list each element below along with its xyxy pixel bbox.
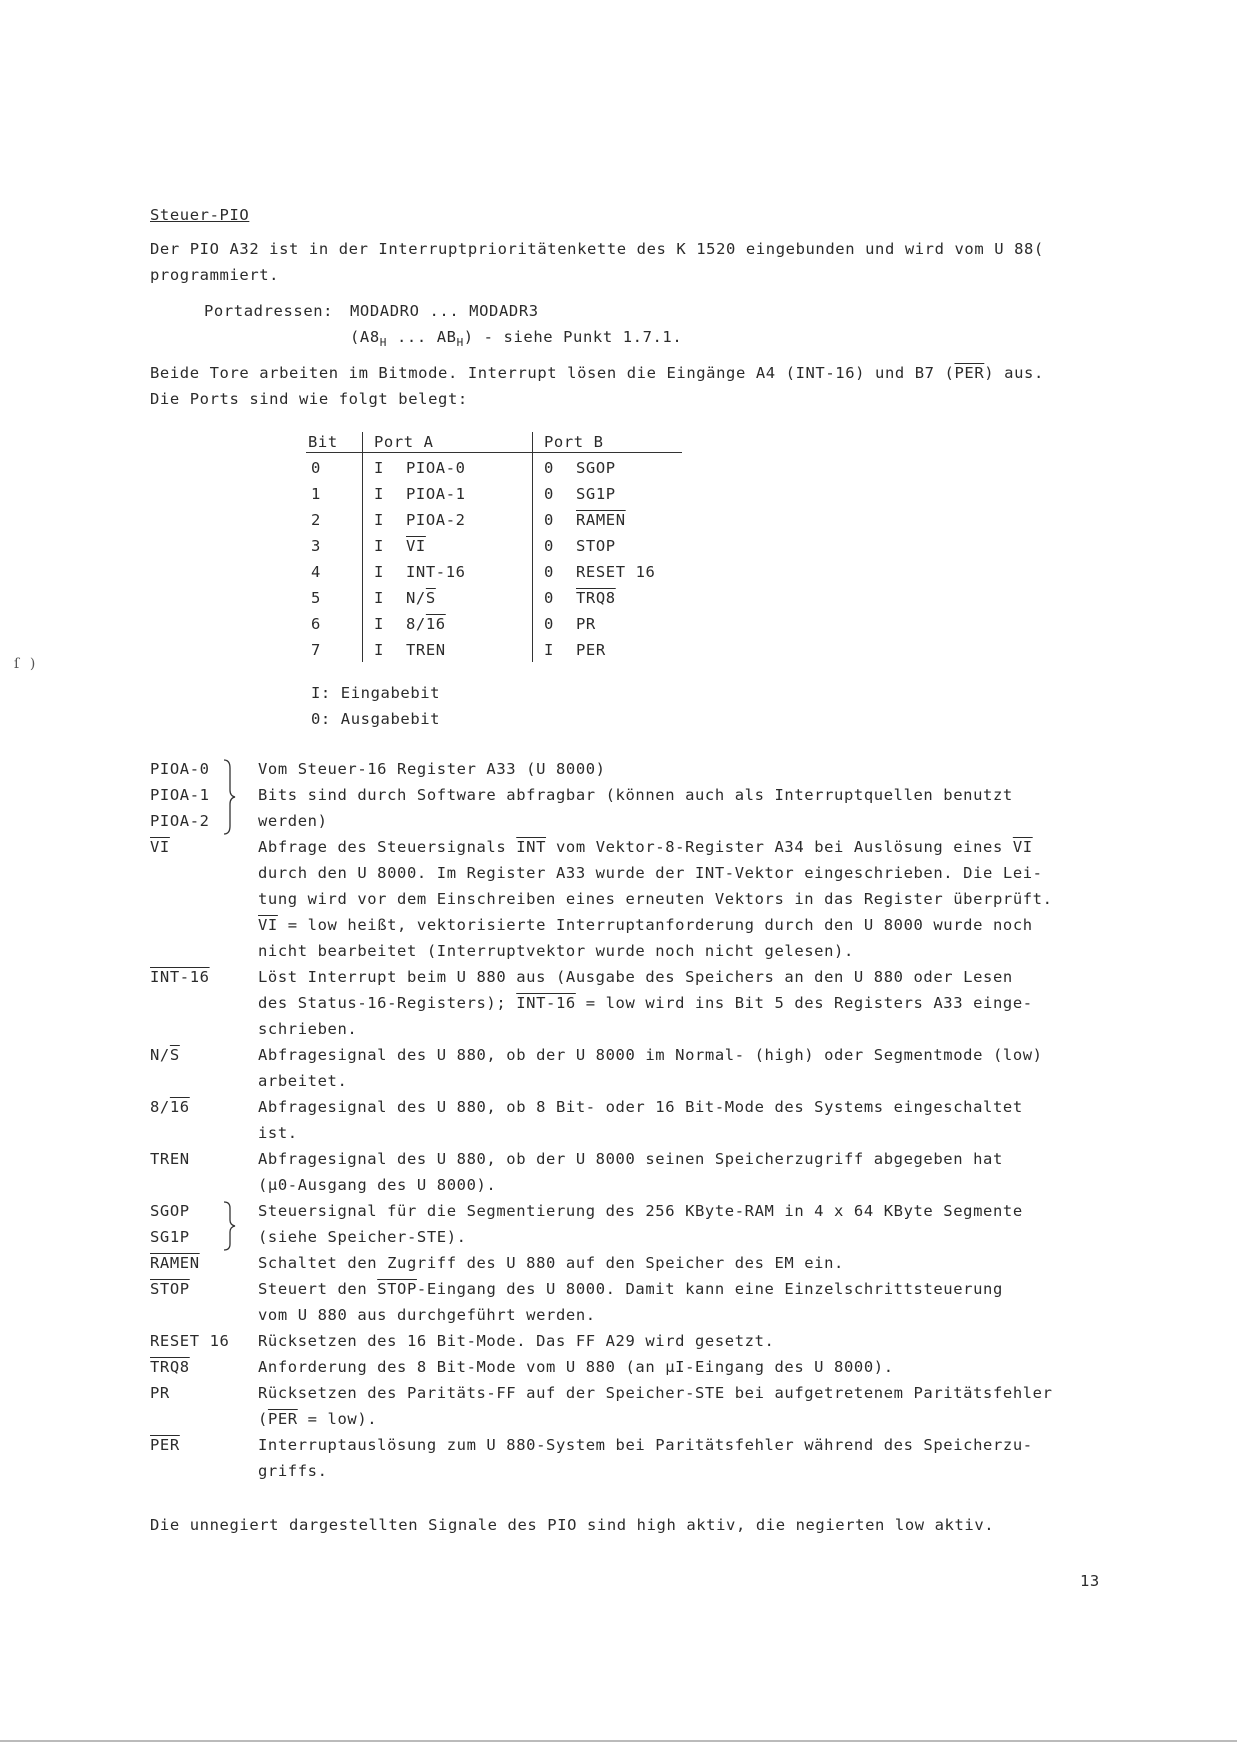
section-heading: Steuer-PIO (150, 206, 250, 224)
table-cell-a-dir: I (374, 641, 384, 659)
table-divider-b (532, 432, 533, 662)
desc-816-1: Abfragesignal des U 880, ob 8 Bit- oder 16 Bit-Mode des Systems eingeschaltet (258, 1098, 1023, 1116)
brace-sg (222, 1200, 236, 1252)
signal-reset-16: RESET 16 (150, 1332, 230, 1350)
table-cell-bit: 3 (311, 537, 321, 555)
signal-trq8: TRQ8 (150, 1358, 190, 1376)
table-cell-a-name: PIOA-2 (406, 511, 466, 529)
signal-tren: TREN (150, 1150, 190, 1168)
table-header-port-b: Port B (544, 433, 604, 451)
table-cell-a-name: TREN (406, 641, 446, 659)
footer-note: Die unnegiert dargestellten Signale des PIO sind high aktiv, die negierten low aktiv. (150, 1516, 995, 1534)
signal-pioa-0: PIOA-0 (150, 760, 210, 778)
desc-pr-2: $(\overline{PER} = low)$. (258, 1410, 378, 1428)
desc-int16-1: Löst Interrupt beim U 880 aus (Ausgabe des Speichers an den U 880 oder Lesen (258, 968, 1013, 986)
table-cell-a-dir: I (374, 589, 384, 607)
signal-per: $\overline{PER}$ (150, 1436, 180, 1454)
table-cell-a-name: PIOA-1 (406, 485, 466, 503)
table-cell-a-dir: I (374, 563, 384, 581)
signal-n-s: $N/\overline{S}$ (150, 1046, 180, 1064)
table-cell-b-dir: I (544, 641, 554, 659)
desc-vi-5: nicht bearbeitet (Interruptvektor wurde noch nicht gelesen). (258, 942, 854, 960)
desc-pioa-3: werden) (258, 812, 328, 830)
table-cell-a-dir: I (374, 459, 384, 477)
signal-stop: STOP (150, 1280, 190, 1298)
desc-tren-2: (µ0-Ausgang des U 8000). (258, 1176, 497, 1194)
legend-input: I: Eingabebit (311, 684, 441, 702)
table-cell-a-name: $\overline{VI}$ (406, 537, 426, 555)
port-address-label: Portadressen: (204, 302, 334, 320)
desc-tren-1: Abfragesignal des U 880, ob der U 8000 seinen Speicherzugriff abgegeben hat (258, 1150, 1003, 1168)
table-cell-b-dir: 0 (544, 459, 554, 477)
table-header-bit: Bit (308, 433, 338, 451)
table-cell-bit: 2 (311, 511, 321, 529)
desc-pioa-2: Bits sind durch Software abfragbar (können auch als Interruptquellen benutzt (258, 786, 1013, 804)
table-cell-b-name: PER (576, 641, 606, 659)
desc-ns-1: Abfragesignal des U 880, ob der U 8000 im Normal- (high) oder Segmentmode (low) (258, 1046, 1043, 1064)
bitmode-line-2: Die Ports sind wie folgt belegt: (150, 390, 468, 408)
table-cell-bit: 6 (311, 615, 321, 633)
signal-8-16: 8/16 (150, 1098, 190, 1116)
scan-edge-divider (0, 1740, 1237, 1742)
page-number: 13 (1080, 1572, 1100, 1590)
desc-vi-4: $\overline{VI}$ = low heißt, vektorisierte Interruptanforderung durch den U 8000 wurde noch (258, 916, 1033, 934)
signal-sgop: SGOP (150, 1202, 190, 1220)
table-cell-bit: 4 (311, 563, 321, 581)
table-cell-b-dir: 0 (544, 511, 554, 529)
signal-vi: $\overline{VI}$ (150, 838, 170, 856)
table-cell-a-name: PIOA-0 (406, 459, 466, 477)
table-cell-a-dir: I (374, 537, 384, 555)
table-cell-bit: 7 (311, 641, 321, 659)
desc-reset16: Rücksetzen des 16 Bit-Mode. Das FF A29 wird gesetzt. (258, 1332, 775, 1350)
signal-pr: PR (150, 1384, 170, 1402)
desc-816-2: ist. (258, 1124, 298, 1142)
signal-pioa-2: PIOA-2 (150, 812, 210, 830)
table-cell-b-name: RESET 16 (576, 563, 656, 581)
desc-vi-2: durch den U 8000. Im Register A33 wurde der INT-Vektor eingeschrieben. Die Lei- (258, 864, 1043, 882)
margin-mark-icon: ſ ) (14, 656, 36, 672)
table-cell-b-dir: 0 (544, 589, 554, 607)
desc-per-2: griffs. (258, 1462, 328, 1480)
desc-stop-2: vom U 880 aus durchgeführt werden. (258, 1306, 596, 1324)
legend-output: 0: Ausgabebit (311, 710, 441, 728)
desc-ns-2: arbeitet. (258, 1072, 348, 1090)
signal-int-16: INT-16 (150, 968, 210, 986)
desc-trq8: Anforderung des 8 Bit-Mode vom U 880 (an µI-Eingang des U 8000). (258, 1358, 894, 1376)
table-cell-a-dir: I (374, 615, 384, 633)
desc-per-1: Interruptauslösung zum U 880-System bei Paritätsfehler während des Speicherzu- (258, 1436, 1033, 1454)
desc-pioa-1: Vom Steuer-16 Register A33 (U 8000) (258, 760, 606, 778)
desc-pr-1: Rücksetzen des Paritäts-FF auf der Speicher-STE bei aufgetretenem Paritätsfehler (258, 1384, 1053, 1402)
table-cell-b-dir: 0 (544, 563, 554, 581)
table-header-port-a: Port A (374, 433, 434, 451)
intro-line-1: Der PIO A32 ist in der Interruptprioritätenkette des K 1520 eingebunden und wird vom U 88( (150, 240, 1044, 258)
desc-int16-2: des Status-16-Registers); INT-16 = low wird ins Bit 5 des Registers A33 einge- (258, 994, 1033, 1012)
table-cell-a-name: 8/16 (406, 615, 446, 633)
table-cell-a-dir: I (374, 485, 384, 503)
table-cell-b-dir: 0 (544, 485, 554, 503)
table-cell-a-name: INT-16 (406, 563, 466, 581)
desc-vi-1: Abfrage des Steuersignals $\overline{INT}$ vom Vektor-8-Register A34 bei Auslösung eines $\overline{VI}$ (258, 838, 1033, 856)
table-cell-bit: 0 (311, 459, 321, 477)
signal-sg1p: SG1P (150, 1228, 190, 1246)
desc-int16-3: schrieben. (258, 1020, 358, 1038)
intro-line-2: programmiert. (150, 266, 280, 284)
desc-vi-3: tung wird vor dem Einschreiben eines erneuten Vektors in das Register überprüft. (258, 890, 1053, 908)
table-cell-b-name: TRQ8 (576, 589, 616, 607)
table-cell-b-name: SG1P (576, 485, 616, 503)
table-cell-a-dir: I (374, 511, 384, 529)
table-cell-bit: 1 (311, 485, 321, 503)
table-divider-a (362, 432, 363, 662)
desc-stop-1: Steuert den STOP-Eingang des U 8000. Damit kann eine Einzelschrittsteuerung (258, 1280, 1003, 1298)
bitmode-line-1: Beide Tore arbeiten im Bitmode. Interrupt lösen die Eingänge A4 (INT-16) und B7 $(\overline{PER})$ aus. (150, 364, 1044, 382)
table-cell-b-name: STOP (576, 537, 616, 555)
table-cell-b-name: PR (576, 615, 596, 633)
brace-pioa (222, 758, 236, 836)
desc-ramen: Schaltet den Zugriff des U 880 auf den Speicher des EM ein. (258, 1254, 844, 1272)
table-cell-b-name: SGOP (576, 459, 616, 477)
signal-ramen: RAMEN (150, 1254, 200, 1272)
port-address-hex: ($A8_H$ ... $AB_H$) - siehe Punkt 1.7.1. (350, 328, 683, 350)
table-cell-b-name: RAMEN (576, 511, 626, 529)
table-cell-b-dir: 0 (544, 537, 554, 555)
table-cell-b-dir: 0 (544, 615, 554, 633)
port-address-range: MODADRO ... MODADR3 (350, 302, 539, 320)
desc-sg-1: Steuersignal für die Segmentierung des 256 KByte-RAM in 4 x 64 KByte Segmente (258, 1202, 1023, 1220)
desc-sg-2: (siehe Speicher-STE). (258, 1228, 467, 1246)
signal-pioa-1: PIOA-1 (150, 786, 210, 804)
table-cell-bit: 5 (311, 589, 321, 607)
table-cell-a-name: $N/\overline{S}$ (406, 589, 436, 607)
